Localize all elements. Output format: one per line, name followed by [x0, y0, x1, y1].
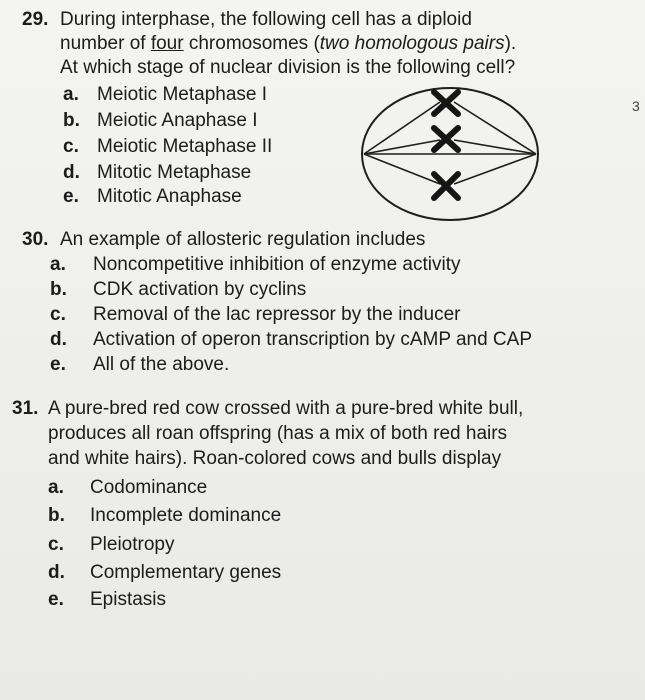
option-letter: b.	[63, 110, 80, 131]
option-letter: d.	[50, 329, 67, 350]
question-stem-line: and white hairs). Roan-colored cows and bulls display	[48, 448, 502, 469]
option-letter: a.	[50, 254, 66, 275]
option-letter: e.	[50, 354, 66, 375]
option-letter: e.	[48, 589, 64, 610]
option-text: Codominance	[90, 477, 208, 498]
option-letter: a.	[48, 477, 64, 498]
option-letter: d.	[63, 162, 80, 183]
option-letter: a.	[63, 84, 79, 105]
question-stem-line: produces all roan offspring (has a mix of both red hairs	[48, 423, 508, 444]
option-letter: b.	[50, 279, 67, 300]
option-text: Meiotic Metaphase I	[97, 84, 268, 105]
question-number: 31.	[12, 398, 39, 419]
option-text: Removal of the lac repressor by the inducer	[93, 304, 461, 325]
question-stem-line: At which stage of nuclear division is the following cell?	[60, 57, 516, 78]
option-letter: e.	[63, 186, 79, 207]
option-letter: d.	[48, 562, 65, 583]
question-number: 29.	[22, 9, 49, 30]
margin-mark: 3	[632, 98, 640, 114]
option-text: Meiotic Metaphase II	[97, 136, 273, 157]
option-text: Incomplete dominance	[90, 505, 282, 526]
option-letter: c.	[63, 136, 79, 157]
question-stem-line: During interphase, the following cell has a diploid	[60, 9, 472, 30]
underlined-word: four	[150, 33, 184, 54]
option-text: Pleiotropy	[90, 534, 175, 555]
option-letter: b.	[48, 505, 65, 526]
option-text: CDK activation by cyclins	[93, 279, 307, 300]
question-stem-line: A pure-bred red cow crossed with a pure-bred white bull,	[48, 398, 524, 419]
option-text: Complementary genes	[90, 562, 282, 583]
cell-spindle-diagram	[352, 84, 552, 224]
chromosome-icon	[434, 174, 458, 198]
italic-phrase: two homologous pairs	[319, 33, 505, 54]
option-letter: c.	[50, 304, 66, 325]
option-letter: c.	[48, 534, 64, 555]
option-text: Meiotic Anaphase I	[97, 110, 258, 131]
option-text: Epistasis	[90, 589, 167, 610]
question-stem-line: An example of allosteric regulation includes	[60, 229, 426, 250]
chromosome-icon	[434, 128, 458, 150]
question-number: 30.	[22, 229, 49, 250]
option-text: Mitotic Anaphase	[97, 186, 242, 207]
option-text: All of the above.	[93, 354, 230, 375]
option-text: Activation of operon transcription by cAMP and CAP	[93, 329, 532, 350]
option-text: Noncompetitive inhibition of enzyme activity	[93, 254, 461, 275]
question-stem-line: number of four chromosomes (two homologous pairs).	[60, 33, 517, 54]
option-text: Mitotic Metaphase	[97, 162, 252, 183]
